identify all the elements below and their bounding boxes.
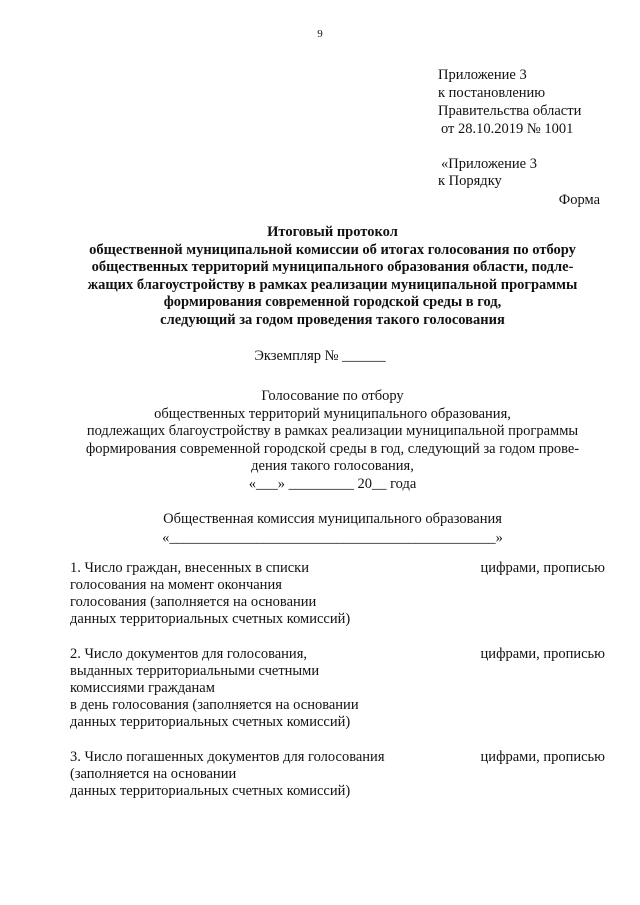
title-line: общественных территорий муниципального образования области, подле- bbox=[91, 259, 574, 275]
item-line: комиссиями гражданам bbox=[70, 680, 215, 696]
item-line: данных территориальных счетных комиссий) bbox=[70, 783, 351, 799]
appendix-order-header bbox=[438, 156, 537, 190]
protocol-item-2 bbox=[70, 646, 605, 731]
title-line: формирования современной городской среды в год, bbox=[163, 294, 502, 310]
item-line: в день голосования (заполняется на основании bbox=[70, 697, 359, 713]
appendix-line: от 28.10.2019 № 1001 bbox=[441, 121, 574, 137]
item-line: 3. Число погашенных документов для голосования bbox=[70, 749, 385, 765]
voting-line: дения такого голосования, bbox=[251, 458, 414, 474]
item-line: данных территориальных счетных комиссий) bbox=[70, 611, 351, 627]
item-hint: цифрами, прописью bbox=[480, 646, 605, 662]
item-line: голосования на момент окончания bbox=[70, 577, 282, 593]
appendix-header bbox=[438, 66, 581, 138]
page-number: 9 bbox=[317, 28, 323, 40]
form-label: Форма bbox=[558, 192, 600, 208]
voting-line: Голосование по отбору bbox=[261, 388, 404, 404]
appendix-line: к постановлению bbox=[438, 85, 546, 101]
document-title bbox=[60, 224, 605, 329]
copy-number: Экземпляр № ______ bbox=[254, 348, 386, 364]
title-line: жащих благоустройству в рамках реализации муниципальной программы bbox=[87, 276, 578, 293]
commission-line: Общественная комиссия муниципального образования bbox=[163, 511, 502, 527]
title-line: общественной муниципальной комиссии об итогах голосования по отбору bbox=[89, 241, 576, 258]
protocol-item-1 bbox=[70, 560, 605, 628]
voting-line: подлежащих благоустройству в рамках реализации муниципальной программы bbox=[86, 423, 579, 439]
appendix-line: Правительства области bbox=[438, 103, 582, 119]
item-description bbox=[70, 560, 430, 628]
voting-date-line: «___» _________ 20__ года bbox=[248, 475, 417, 492]
item-line: 1. Число граждан, внесенных в списки bbox=[70, 560, 309, 576]
voting-description bbox=[60, 388, 605, 493]
appendix-line: Приложение 3 bbox=[438, 67, 527, 83]
appendix-order-line: к Порядку bbox=[438, 173, 502, 189]
title-line: Итоговый протокол bbox=[267, 224, 398, 240]
voting-line: общественных территорий муниципального образования, bbox=[154, 405, 511, 422]
item-line: (заполняется на основании bbox=[70, 766, 237, 782]
item-line: голосования (заполняется на основании bbox=[70, 594, 317, 610]
item-description bbox=[70, 646, 430, 731]
appendix-order-line: «Приложение 3 bbox=[441, 156, 537, 172]
title-line: следующий за годом проведения такого голосования bbox=[160, 311, 505, 328]
voting-line: формирования современной городской среды в год, следующий за годом прове- bbox=[85, 440, 580, 457]
item-hint: цифрами, прописью bbox=[480, 749, 605, 765]
commission-name-blank: «_____________________________________________» bbox=[162, 530, 503, 546]
item-line: 2. Число документов для голосования, bbox=[70, 646, 307, 662]
item-line: выданных территориальными счетными bbox=[70, 663, 320, 679]
item-description bbox=[70, 749, 430, 800]
item-line: данных территориальных счетных комиссий) bbox=[70, 714, 351, 730]
item-hint: цифрами, прописью bbox=[480, 560, 605, 576]
protocol-item-3 bbox=[70, 749, 605, 800]
commission-block bbox=[60, 510, 605, 548]
